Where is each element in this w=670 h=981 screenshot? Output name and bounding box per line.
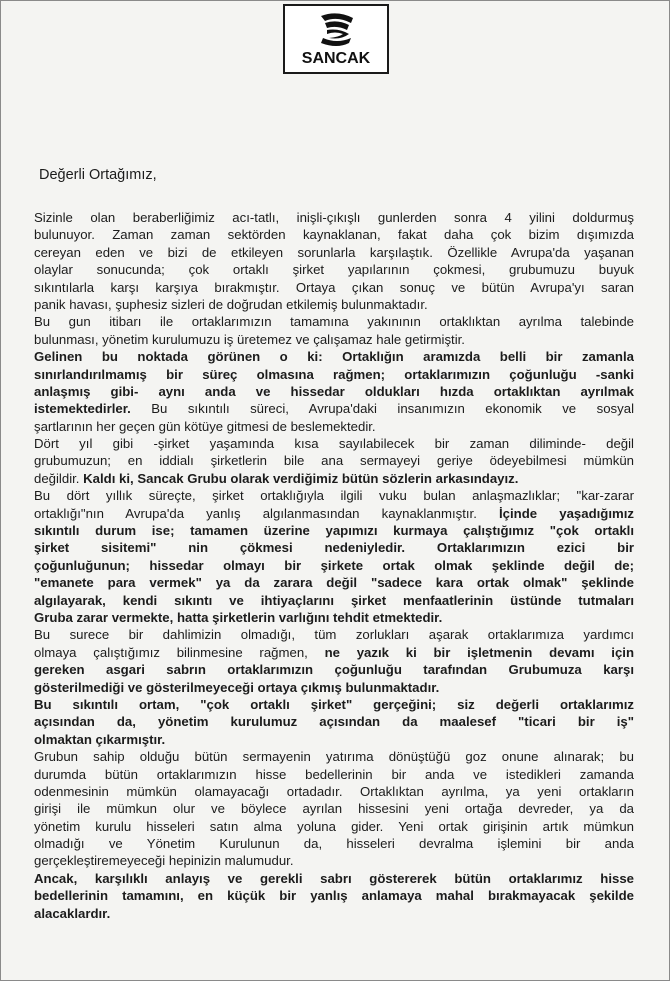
body-line bbox=[34, 348, 634, 365]
body-line bbox=[34, 279, 634, 296]
bold-text: Gelinen bu noktada görünen o ki: Ortaklığın aramızda belli bir zamanla bbox=[34, 349, 634, 365]
body-line bbox=[34, 522, 634, 539]
body-text: Bu sıkıntılı süreci, Avrupa'daki insanımızın ekonomik ve sosyal bbox=[130, 401, 634, 417]
body-line bbox=[34, 835, 634, 852]
body-line bbox=[34, 557, 634, 574]
body-line bbox=[34, 905, 634, 922]
body-line bbox=[34, 852, 634, 869]
body-text: cereyan eden ve bizi de etkileyen sorunlarla karşılaştık. Özellikle Avrupa'da yaşanan bbox=[34, 244, 634, 260]
bold-text: İçinde yaşadığımız bbox=[499, 505, 634, 521]
bold-text: gösterilmediği ve gösterilmeyeceği ortaya çıkmış bulunmaktadır. bbox=[34, 679, 440, 695]
body-text: Sizinle olan beraberliğimiz acı-tatlı, inişli-çıkışlı gunlerden sonra 4 yilini doldurmuş bbox=[34, 210, 634, 225]
body-text: sıkıntılarla karşı karşıya bırakmıştır. Ortaya çıkan sonuç ve bütün Avrupa'yı saran bbox=[34, 279, 634, 295]
bold-text: gereken asgari sabrın ortaklarımızın çoğunluğu tarafından Grubumuza karşı bbox=[34, 662, 634, 678]
body-text: olmadığı ve Yönetim Kurulunun da, hisseleri devralma işlemini bir anda bbox=[34, 836, 634, 852]
body-line bbox=[34, 870, 634, 887]
body-line bbox=[34, 331, 634, 348]
body-line bbox=[34, 244, 634, 261]
body-line bbox=[34, 800, 634, 817]
body-line bbox=[34, 748, 634, 765]
sancak-s-emblem-icon bbox=[315, 12, 359, 50]
body-line bbox=[34, 505, 634, 522]
body-line bbox=[34, 783, 634, 800]
body-line bbox=[34, 539, 634, 556]
body-line bbox=[34, 226, 634, 243]
bold-text: sınırlandırılmamış bir süreç olmasına rağmen; ortaklarımızın çoğunluğu -sanki bbox=[34, 366, 634, 382]
body-text: Dört yıl gibi -şirket yaşamında kısa sayılabilecek bir zaman diliminde- değil bbox=[34, 436, 634, 452]
body-text: olmaya çalıştığımız bilinmesine rağmen, bbox=[34, 644, 325, 660]
bold-text: bedellerinin tamamını, en küçük bir yanlış anlamaya mahal bırakmayacak şekilde bbox=[34, 888, 634, 904]
body-text: panik havası, şuphesiz sizleri de doğrudan etkilemiş bulunmaktadır. bbox=[34, 296, 428, 312]
body-text: şartlarının her geçen gün kötüye gitmesi de beslemektedir. bbox=[34, 418, 376, 434]
body-text: girişi ile mümkun olur ve böylece ayrılan hissesini yeni ortağa devreder, ya da bbox=[34, 801, 634, 817]
bold-text: sıkıntılı durum ise; tamamen üzerine yapımızı kurmaya çalıştığımız "çok ortaklı bbox=[34, 523, 634, 539]
bold-text: olmaktan çıkarmıştır. bbox=[34, 731, 166, 747]
body-line bbox=[34, 418, 634, 435]
bold-text: açısından da, yönetim kurulumuz açısından da maalesef "ticari bir iş" bbox=[34, 714, 634, 730]
body-text: bulunması, yönetim kurulumuzu iş üretemez ve çalışamaz hale getirmiştir. bbox=[34, 331, 465, 347]
body-text: Bu dört yıllık süreçte, şirket ortaklığıyla ilgili vuku bulan anlaşmazlıklar; "kar-zarar bbox=[34, 488, 634, 504]
body-line bbox=[34, 644, 634, 661]
body-line bbox=[34, 366, 634, 383]
body-line bbox=[34, 470, 634, 487]
bold-text: ne yazık ki bir işletmenin devamı için bbox=[324, 644, 634, 660]
body-line bbox=[34, 592, 634, 609]
body-line bbox=[34, 209, 634, 226]
body-text: durumda bütün ortaklarımızın hisse bedellerinin bir anda ve istedikleri zamanda bbox=[34, 766, 634, 782]
body-line bbox=[34, 818, 634, 835]
body-line bbox=[34, 766, 634, 783]
bold-text: istemektedirler. bbox=[34, 401, 131, 417]
body-line bbox=[34, 679, 634, 696]
body-line bbox=[34, 731, 634, 748]
body-text: olaylar sonucunda; çok ortaklı şirket yapılarının çokmesi, grubumuzu buyuk bbox=[34, 262, 634, 278]
bold-text: şirket sisitemi" nin çökmesi nedeniyledir. Ortaklarımızın ezici bir bbox=[34, 540, 634, 556]
body-line bbox=[34, 574, 634, 591]
bold-text: "emanete para vermek" ya da zarara değil "sadece kara ortak olmak" şeklinde bbox=[34, 575, 634, 591]
body-line bbox=[34, 713, 634, 730]
logo-wordmark: SANCAK bbox=[301, 50, 371, 67]
body-text: odenmesinin mümkün olamayacağı ortadadır. Ortaklıktan ayrılma, ya yeni ortakların bbox=[34, 783, 634, 799]
body-text: Grubun sahip olduğu bütün sermayenin yatırıma dönüştüğü goz onune alınarak; bu bbox=[34, 749, 634, 765]
bold-text: Gruba zarar vermekte, hatta şirketlerin varlığını tehdit etmektedir. bbox=[34, 609, 443, 625]
body-line bbox=[34, 487, 634, 504]
body-text: değildir. bbox=[34, 470, 84, 486]
body-line bbox=[34, 887, 634, 904]
body-text: yönetim kurulu hisseleri satın alma yoluna gider. Yeni ortak girişinin artık mümkun bbox=[34, 818, 634, 834]
body-text: bulunuyor. Zaman zaman sektörden kaynaklanan, fakat daha çok bizim dışımızda bbox=[34, 227, 634, 243]
bold-text: algılayarak, kendi sıkıntı ve ihtiyaçlarını şirket menfaatlerinin üstünde tutmaları bbox=[34, 592, 634, 608]
body-line bbox=[34, 400, 634, 417]
sancak-logo bbox=[283, 4, 389, 74]
bold-text: anlaşmış gibi- aynı anda ve hissedar oldukları hızda ortaklıktan ayrılmak bbox=[34, 383, 634, 399]
body-line bbox=[34, 661, 634, 678]
body-text: gerçekleştiremeyeceği hepinizin malumudur. bbox=[34, 853, 294, 869]
body-line bbox=[34, 296, 634, 313]
bold-text: Kaldı ki, Sancak Grubu olarak verdiğimiz bütün sözlerin arkasındayız. bbox=[83, 470, 519, 486]
bold-text: çoğunluğunun; hissedar olmayı bir şirkete ortak olmak şeklinde değil de; bbox=[34, 557, 634, 573]
body-line bbox=[34, 696, 634, 713]
body-line bbox=[34, 626, 634, 643]
body-line bbox=[34, 313, 634, 330]
body-line bbox=[34, 609, 634, 626]
body-text: Bu gun itibarı ile ortaklarımızın tamamına yakınının ortaklıktan ayrılma talebinde bbox=[34, 314, 634, 330]
body-line bbox=[34, 452, 634, 469]
body-line bbox=[34, 435, 634, 452]
body-text: grubumuzun; en iddialı şirketlerin bile ana sermayeyi geriye ödeyebilmesi mümkün bbox=[34, 453, 634, 469]
bold-text: Ancak, karşılıklı anlayış ve gerekli sabrı göstererek bütün ortaklarımız hisse bbox=[34, 870, 634, 886]
body-text: Bu surece bir dahlimizin olmadığı, tüm zorlukları aşarak ortaklarımıza yardımcı bbox=[34, 627, 634, 643]
bold-text: Bu sıkıntılı ortam, "çok ortaklı şirket" gerçeğini; siz değerli ortaklarımız bbox=[34, 696, 634, 712]
body-text: ortaklığı"nın Avrupa'da yanlış algılanmasından kaynaklanmıştır. bbox=[34, 505, 500, 521]
bold-text: alacaklardır. bbox=[34, 905, 111, 921]
body-line bbox=[34, 383, 634, 400]
letter-body bbox=[34, 209, 634, 922]
body-line bbox=[34, 261, 634, 278]
salutation: Değerli Ortağımız, bbox=[39, 167, 157, 183]
